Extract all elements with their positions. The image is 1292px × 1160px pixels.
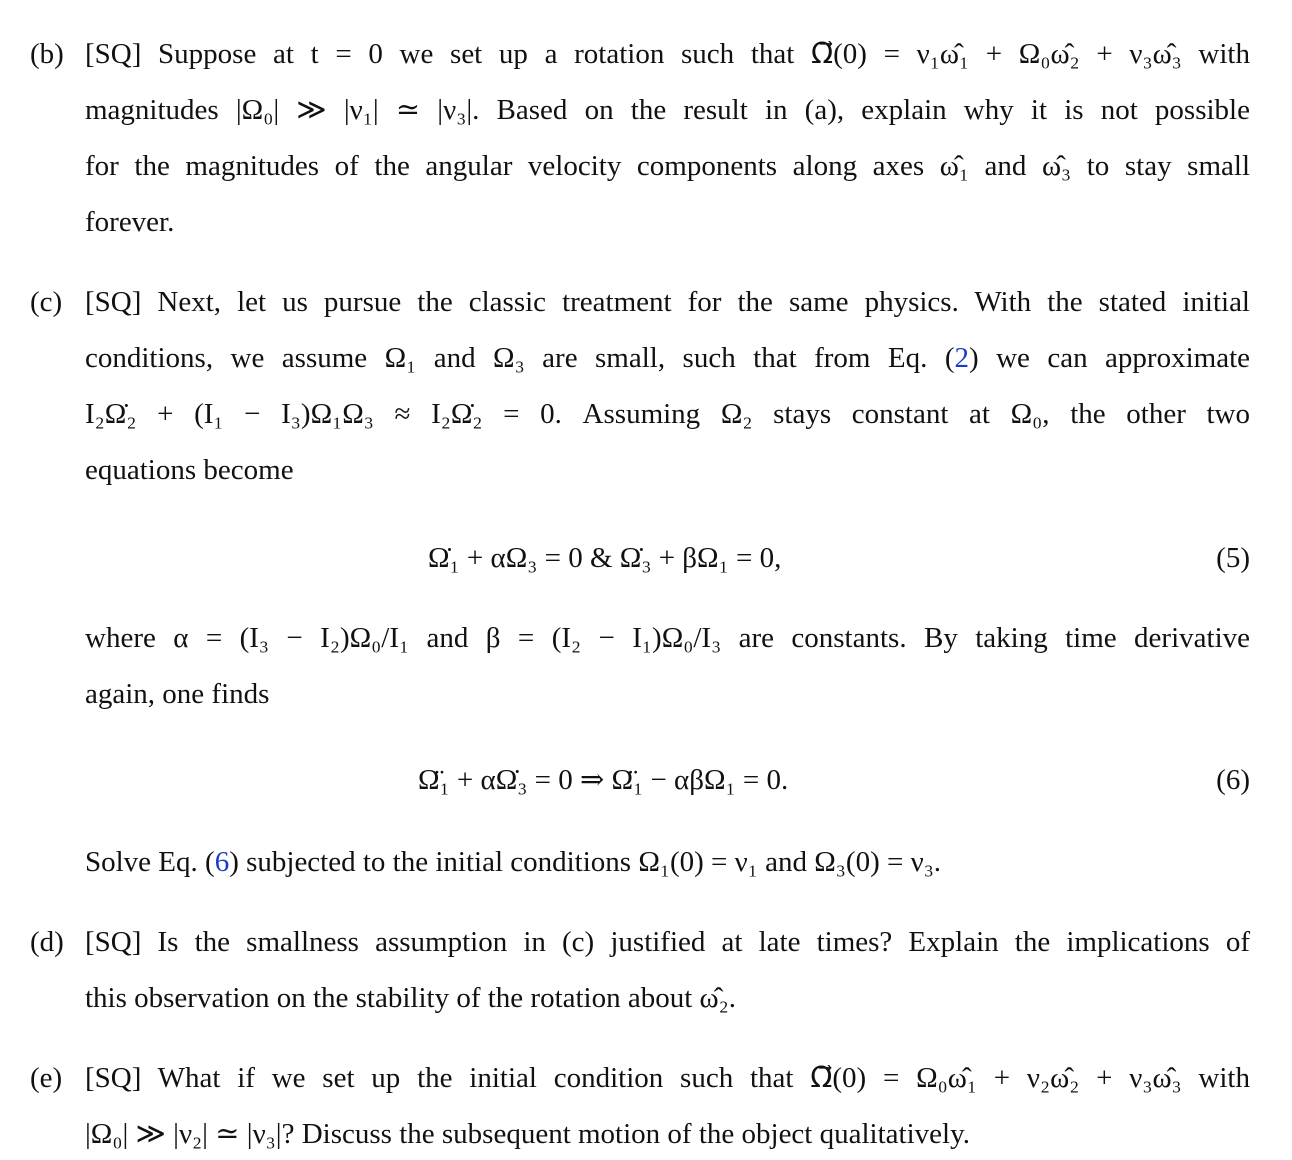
part-d-line-2 <box>85 978 1250 1018</box>
part-c-label: (c) <box>30 286 63 318</box>
equation-5 <box>0 536 1250 580</box>
part-b-line-3-text: for the magnitudes of the angular velocity components along axes ω̂₁ and ω̂₃ to stay small <box>85 150 1250 182</box>
part-c-line-2-text: conditions, we assume Ω₁ and Ω₃ are small, such that from Eq. (2) we can approximate <box>85 342 1250 374</box>
part-c-line-4-text: equations become <box>85 454 294 486</box>
part-c-line-1-text: [SQ] Next, let us pursue the classic treatment for the same physics. With the stated initial <box>85 286 1250 318</box>
equation-6-body: Ω̈₁ + αΩ̇₃ = 0 ⇒ Ω̈₁ − αβΩ₁ = 0. <box>418 764 789 796</box>
part-e-line-1 <box>85 1058 1250 1098</box>
part-c-line-6-text: again, one finds <box>85 678 270 710</box>
equation-6 <box>0 758 1250 802</box>
part-c-line-3-text: I₂Ω̇₂ + (I₁ − I₃)Ω₁Ω₃ ≈ I₂Ω̇₂ = 0. Assuming Ω₂ stays constant at Ω₀, the other two <box>85 398 1250 430</box>
part-b-line-2-text: magnitudes |Ω₀| ≫ |ν₁| ≃ |ν₃|. Based on the result in (a), explain why it is not possible <box>85 94 1250 126</box>
equation-5-number: (5) <box>1216 542 1250 574</box>
part-d-label: (d) <box>30 926 64 958</box>
equation-ref-link[interactable]: 2 <box>954 342 969 374</box>
part-c-line-7-text: Solve Eq. (6) subjected to the initial conditions Ω₁(0) = ν₁ and Ω₃(0) = ν₃. <box>85 846 942 878</box>
part-b-line-2 <box>85 90 1250 130</box>
part-b-line-4-text: forever. <box>85 206 175 238</box>
part-c-line-5 <box>85 618 1250 658</box>
equation-6-number: (6) <box>1216 764 1250 796</box>
part-c-line-3 <box>85 394 1250 434</box>
part-e-line-2-text: |Ω₀| ≫ |ν₂| ≃ |ν₃|? Discuss the subsequent motion of the object qualitatively. <box>85 1118 970 1150</box>
equation-5-body: Ω̇₁ + αΩ₃ = 0 & Ω̇₃ + βΩ₁ = 0, <box>428 542 782 574</box>
part-c-line-2 <box>85 338 1250 378</box>
part-c-line-5-text: where α = (I₃ − I₂)Ω₀/I₁ and β = (I₂ − I₁)Ω₀/I₃ are constants. By taking time derivative <box>85 622 1250 654</box>
part-d-line-2-text: this observation on the stability of the rotation about ω̂₂. <box>85 982 736 1014</box>
part-b-label: (b) <box>30 38 64 70</box>
part-e-label: (e) <box>30 1062 63 1094</box>
part-b-line-1 <box>85 34 1250 74</box>
part-b-line-4 <box>85 202 1250 242</box>
part-b-line-1-text: [SQ] Suppose at t = 0 we set up a rotation such that Ω⃗(0) = ν₁ω̂₁ + Ω₀ω̂₂ + ν₃ω̂₃ with <box>85 38 1250 70</box>
part-c-line-4 <box>85 450 1250 490</box>
part-c-line-6 <box>85 674 1250 714</box>
part-d-line-1-text: [SQ] Is the smallness assumption in (c) justified at late times? Explain the implications of <box>85 926 1250 958</box>
part-c-line-7 <box>85 842 1250 882</box>
part-e-line-2 <box>85 1114 1250 1154</box>
part-d-line-1 <box>85 922 1250 962</box>
equation-ref-link[interactable]: 6 <box>214 846 230 878</box>
part-b-line-3 <box>85 146 1250 186</box>
part-c-line-1 <box>85 282 1250 322</box>
part-e-line-1-text: [SQ] What if we set up the initial condition such that Ω⃗(0) = Ω₀ω̂₁ + ν₂ω̂₂ + ν₃ω̂₃ with <box>85 1062 1250 1094</box>
